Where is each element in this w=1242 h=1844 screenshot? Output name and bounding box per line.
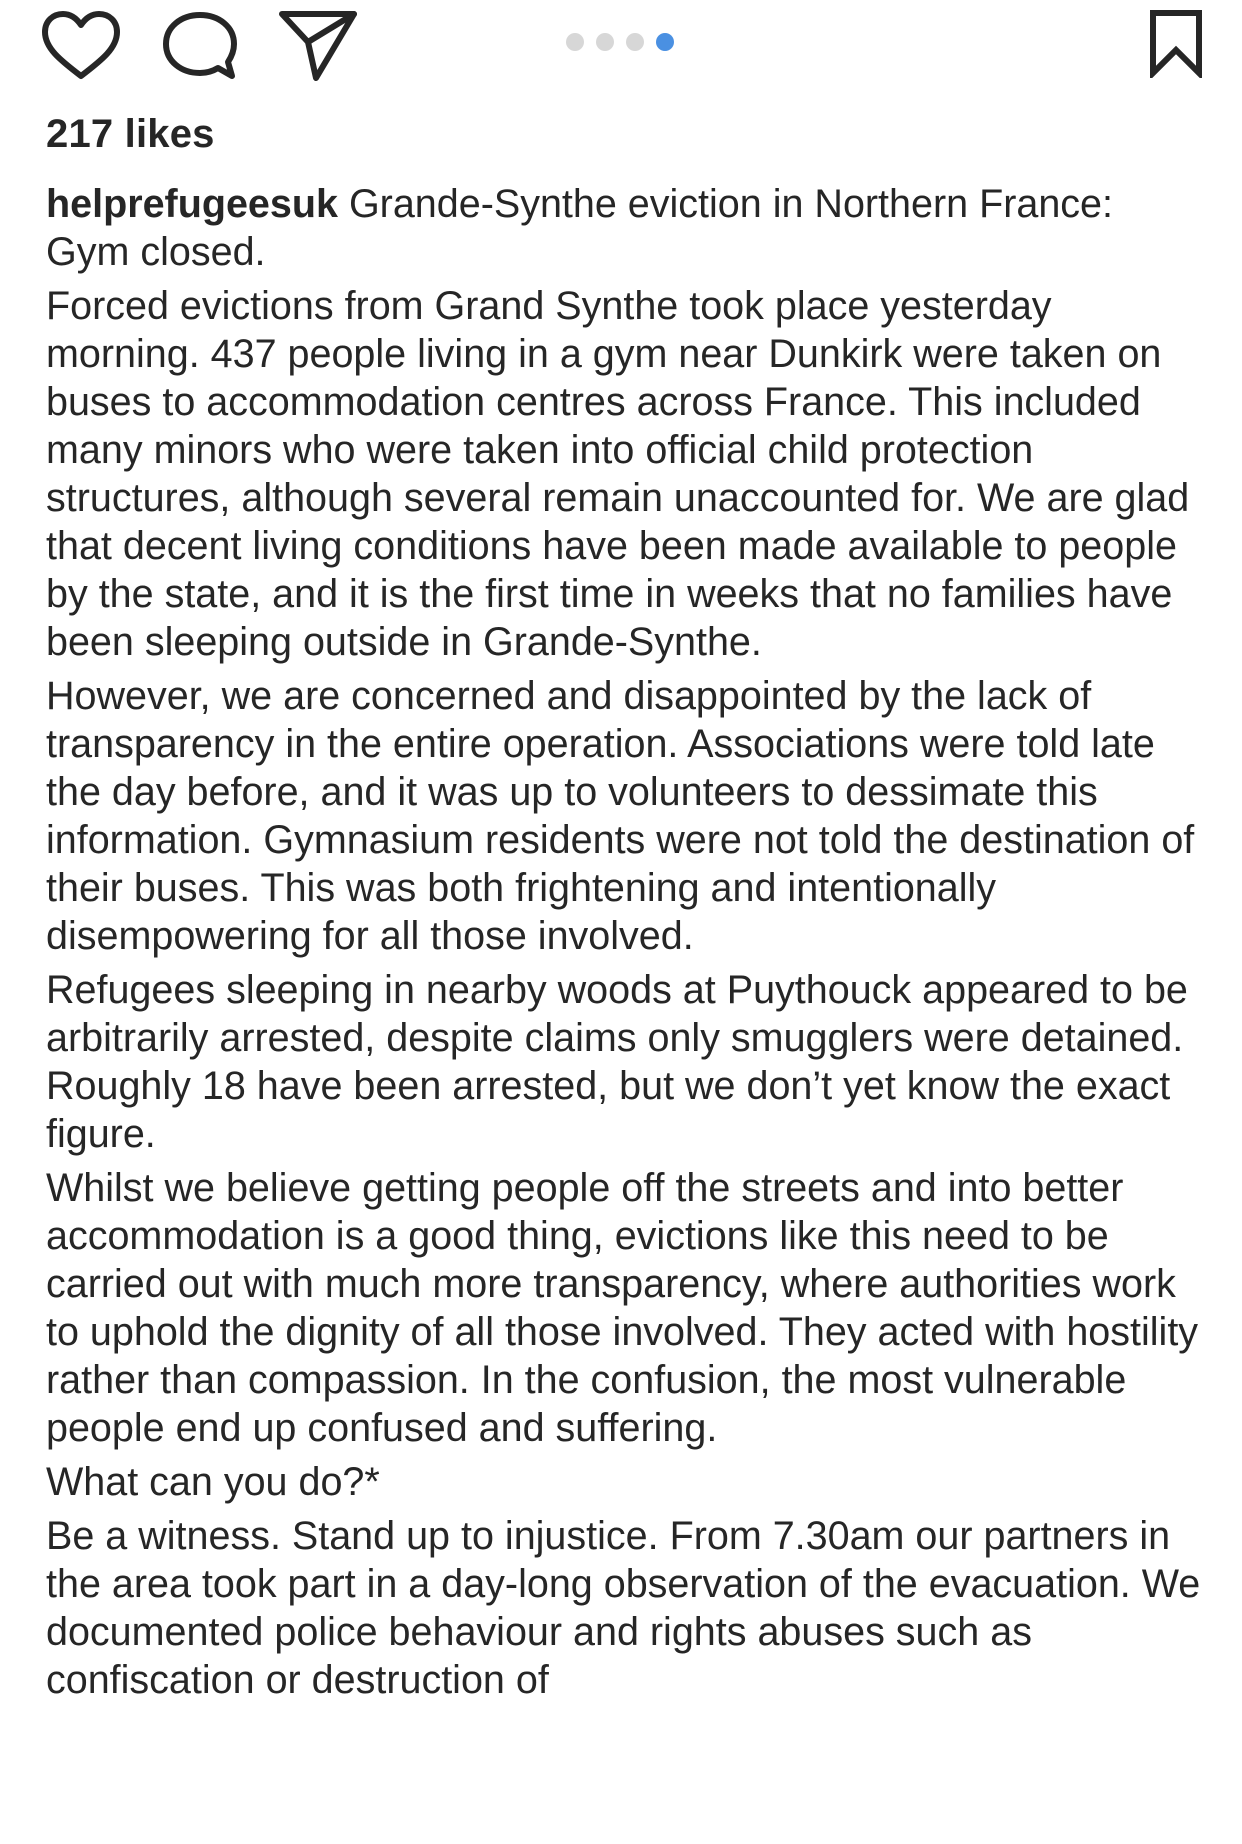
- paper-plane-icon[interactable]: [278, 8, 358, 82]
- carousel-dot: [566, 33, 584, 51]
- caption-paragraph: What can you do?*: [46, 1460, 380, 1504]
- caption-paragraph: Refugees sleeping in nearby woods at Puythouck appeared to be arbitrarily arrested, despite claims only smugglers were detained. Roughly 18 have been arrested, but we don’t yet know the exact figure.: [46, 968, 1188, 1156]
- carousel-dot-active: [656, 33, 674, 51]
- carousel-indicator: [566, 33, 674, 51]
- carousel-dot: [596, 33, 614, 51]
- caption-paragraph: However, we are concerned and disappointed by the lack of transparency in the entire operation. Associations were told late the day before, and it was up to volunteers to dessimate this information. Gymnasium residents were not told the destination of their buses. This was both frightening and intentionally disempowering for all those involved.: [46, 674, 1195, 958]
- bookmark-icon[interactable]: [1148, 8, 1204, 78]
- post-action-bar: [0, 0, 1242, 100]
- caption-username[interactable]: helprefugeesuk: [46, 182, 338, 226]
- caption-title: Grande-Synthe eviction in Northern France: Gym closed.: [46, 182, 1113, 274]
- heart-icon[interactable]: [40, 10, 122, 82]
- caption-paragraph: Whilst we believe getting people off the streets and into better accommodation is a good thing, evictions like this need to be carried out with much more transparency, where authorities work to uphold the dignity of all those involved. They acted with hostility rather than compassion. In the confusion, the most vulnerable people end up confused and suffering.: [46, 1166, 1199, 1450]
- post-caption: [46, 180, 1206, 1710]
- caption-heading: [46, 180, 1206, 276]
- carousel-dot: [626, 33, 644, 51]
- likes-count[interactable]: 217 likes: [46, 112, 215, 156]
- comment-icon[interactable]: [160, 10, 238, 82]
- caption-paragraph: Be a witness. Stand up to injustice. From 7.30am our partners in the area took part in a day-long observation of the evacuation. We documented police behaviour and rights abuses such as confiscation or destruction of: [46, 1514, 1201, 1702]
- caption-paragraph: Forced evictions from Grand Synthe took place yesterday morning. 437 people living in a gym near Dunkirk were taken on buses to accommodation centres across France. This included many minors who were taken into official child protection structures, although several remain unaccounted for. We are glad that decent living conditions have been made available to people by the state, and it is the first time in weeks that no families have been sleeping outside in Grande-Synthe.: [46, 284, 1190, 664]
